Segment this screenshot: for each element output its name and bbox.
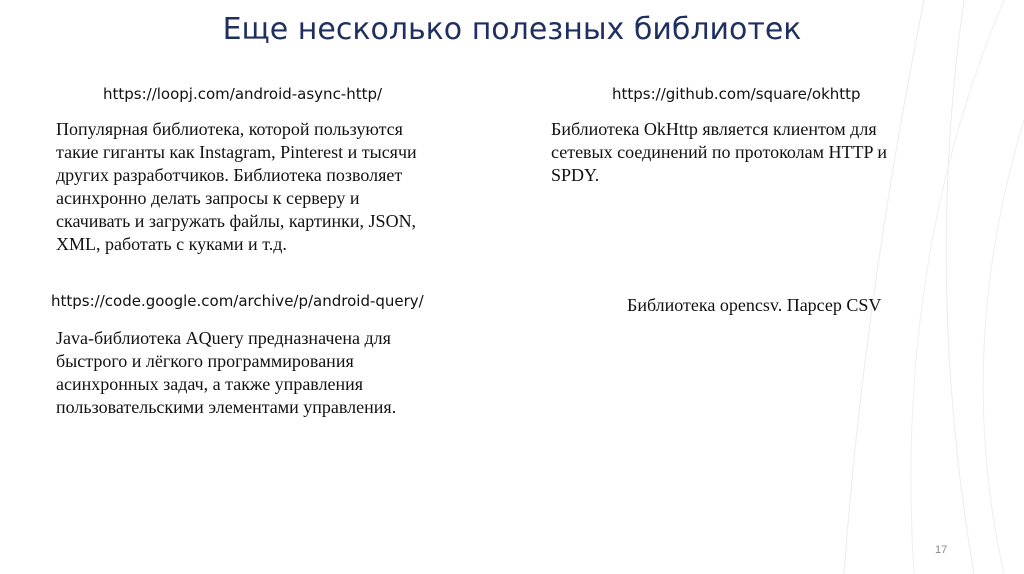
async-http-description — [56, 118, 417, 256]
desc-line: быстрого и лёгкого программирования — [56, 351, 354, 371]
desc-line: скачивать и загружать файлы, картинки, JSON, — [56, 211, 417, 231]
aquery-url[interactable]: https://code.google.com/archive/p/android-query/ — [51, 292, 424, 310]
desc-line: асинхронно делать запросы к серверу и — [56, 188, 360, 208]
page-number: 17 — [935, 544, 948, 556]
aquery-description — [56, 327, 396, 419]
desc-line: Библиотека opencsv. Парсер CSV — [627, 295, 882, 315]
desc-line: Популярная библиотека, которой пользуются — [56, 119, 403, 139]
desc-line: других разработчиков. Библиотека позволяет — [56, 165, 403, 185]
desc-line: сетевых соединений по протоколам HTTP и — [551, 142, 887, 162]
desc-line: такие гиганты как Instagram, Pinterest и тысячи — [56, 142, 417, 162]
desc-line: Библиотека OkHttp является клиентом для — [551, 119, 877, 139]
async-http-url[interactable]: https://loopj.com/android-async-http/ — [103, 85, 383, 103]
okhttp-description — [551, 118, 887, 187]
desc-line: SPDY. — [551, 165, 600, 185]
desc-line: асинхронных задач, а также управления — [56, 374, 364, 394]
desc-line: Java-библиотека AQuery предназначена для — [56, 328, 391, 348]
page-title: Еще несколько полезных библиотек — [222, 12, 802, 47]
desc-line: XML, работать с куками и т.д. — [56, 234, 287, 254]
opencsv-description — [627, 294, 881, 317]
desc-line: пользовательскими элементами управления. — [56, 397, 397, 417]
okhttp-url[interactable]: https://github.com/square/okhttp — [612, 85, 861, 103]
